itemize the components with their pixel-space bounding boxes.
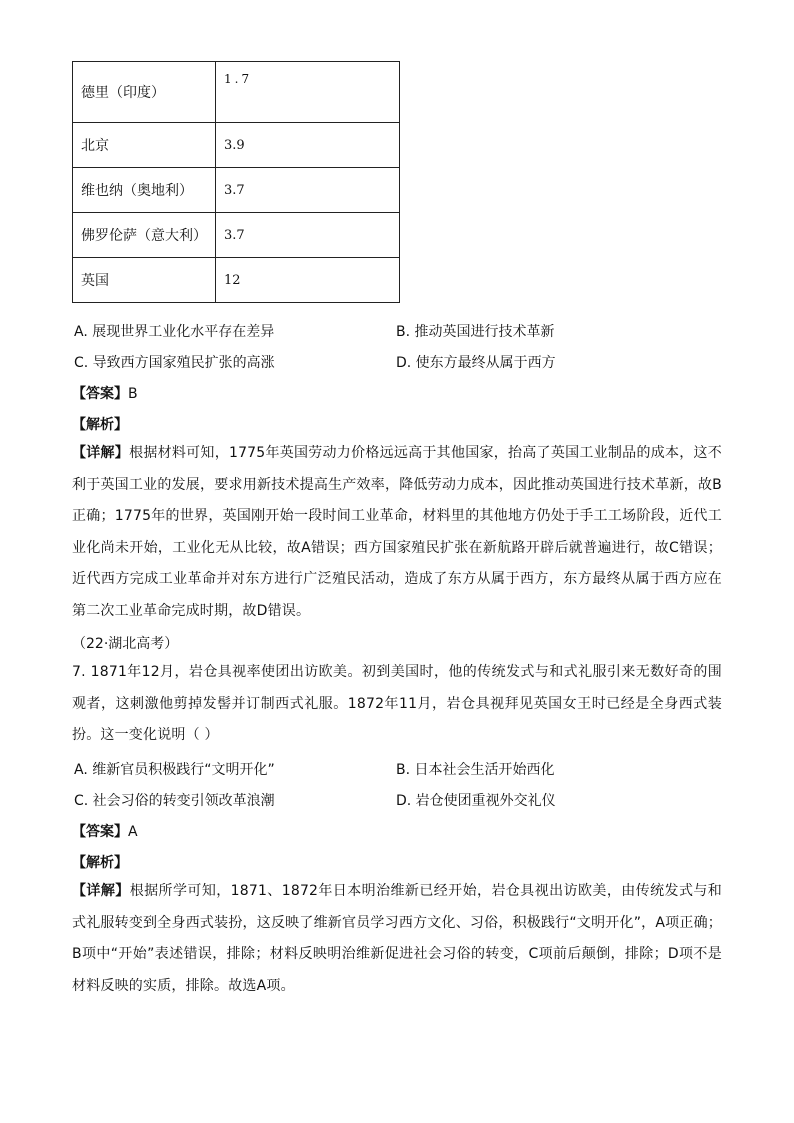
answer-value: B	[128, 386, 138, 402]
q7-option-c: C. 社会习俗的转变引领改革浪潮	[74, 793, 275, 809]
q6-detail	[72, 438, 722, 627]
detail-text: 根据所学可知，1871、1872年日本明治维新已经开始，岩仓具视出访欧美，由传统发式与和式礼服转变到全身西式装扮，这反映了维新官员学习西方文化、习俗，积极践行“文明开化”，A项正确；B项中“开始”表述错误，排除；材料反映明治维新促进社会习俗的转变，C项前后颠倒，排除；D项不是材料反映的实质，排除。故选A项。	[72, 883, 722, 994]
table-row	[73, 123, 400, 168]
table-cell-city: 维也纳（奥地利）	[73, 168, 216, 213]
answer-value: A	[128, 824, 138, 840]
answer-tag: 【答案】	[72, 824, 128, 840]
question-source: （22·湖北高考）	[72, 636, 179, 652]
detail-tag: 【详解】	[72, 445, 130, 461]
table-cell-value: 3.7	[216, 213, 400, 258]
q7-analysis-heading	[72, 852, 722, 872]
q7-options-row-2	[72, 790, 732, 812]
q7-option-a: A. 维新官员积极践行“文明开化”	[74, 762, 275, 778]
table-cell-city: 英国	[73, 258, 216, 303]
table-cell-city: 佛罗伦萨（意大利）	[73, 213, 216, 258]
q7-options-row-1	[72, 759, 732, 781]
table-cell-value: 1.7	[216, 62, 400, 123]
analysis-tag: 【解析】	[72, 417, 128, 433]
answer-tag: 【答案】	[72, 386, 128, 402]
q6-option-a: A. 展现世界工业化水平存在差异	[74, 324, 275, 340]
q6-option-d: D. 使东方最终从属于西方	[396, 355, 556, 371]
q6-options-row-1	[72, 321, 732, 343]
table-row	[73, 168, 400, 213]
q6-options-row-2	[72, 352, 732, 374]
analysis-tag: 【解析】	[72, 855, 128, 871]
table-cell-city: 北京	[73, 123, 216, 168]
q6-answer	[72, 383, 722, 403]
table-row	[73, 258, 400, 303]
table-row	[73, 213, 400, 258]
q7-stem: 7. 1871年12月，岩仓具视率使团出访欧美。初到美国时，他的传统发式与和式礼服引来无数好奇的围观者，这刺激他剪掉发髻并订制西式礼服。1872年11月，岩仓具视拜见英国女王时已经是全身西式装扮。这一变化说明（ ）	[72, 664, 722, 743]
q6-analysis-heading	[72, 414, 722, 434]
q7-detail	[72, 876, 722, 1002]
table-cell-value: 12	[216, 258, 400, 303]
detail-text: 根据材料可知，1775年英国劳动力价格远远高于其他国家，抬高了英国工业制品的成本，这不利于英国工业的发展，要求用新技术提高生产效率，降低劳动力成本，因此推动英国进行技术革新，故B正确；1775年的世界，英国刚开始一段时间工业革命，材料里的其他地方仍处于手工工场阶段，近代工业化尚未开始，工业化无从比较，故A错误；西方国家殖民扩张在新航路开辟后就普遍进行，故C错误；近代西方完成工业革命并对东方进行广泛殖民活动，造成了东方从属于西方，东方最终从属于西方应在第二次工业革命完成时期，故D错误。	[72, 445, 722, 619]
table-cell-city: 德里（印度）	[73, 62, 216, 123]
table-cell-value: 3.7	[216, 168, 400, 213]
table-cell-value: 3.9	[216, 123, 400, 168]
wage-table	[72, 61, 400, 303]
q7-answer	[72, 821, 722, 841]
q6-option-c: C. 导致西方国家殖民扩张的高涨	[74, 355, 275, 371]
detail-tag: 【详解】	[72, 883, 130, 899]
q7-option-b: B. 日本社会生活开始西化	[396, 762, 555, 778]
table-row	[73, 62, 400, 123]
q7-option-d: D. 岩仓使团重视外交礼仪	[396, 793, 556, 809]
q6-option-b: B. 推动英国进行技术革新	[396, 324, 555, 340]
